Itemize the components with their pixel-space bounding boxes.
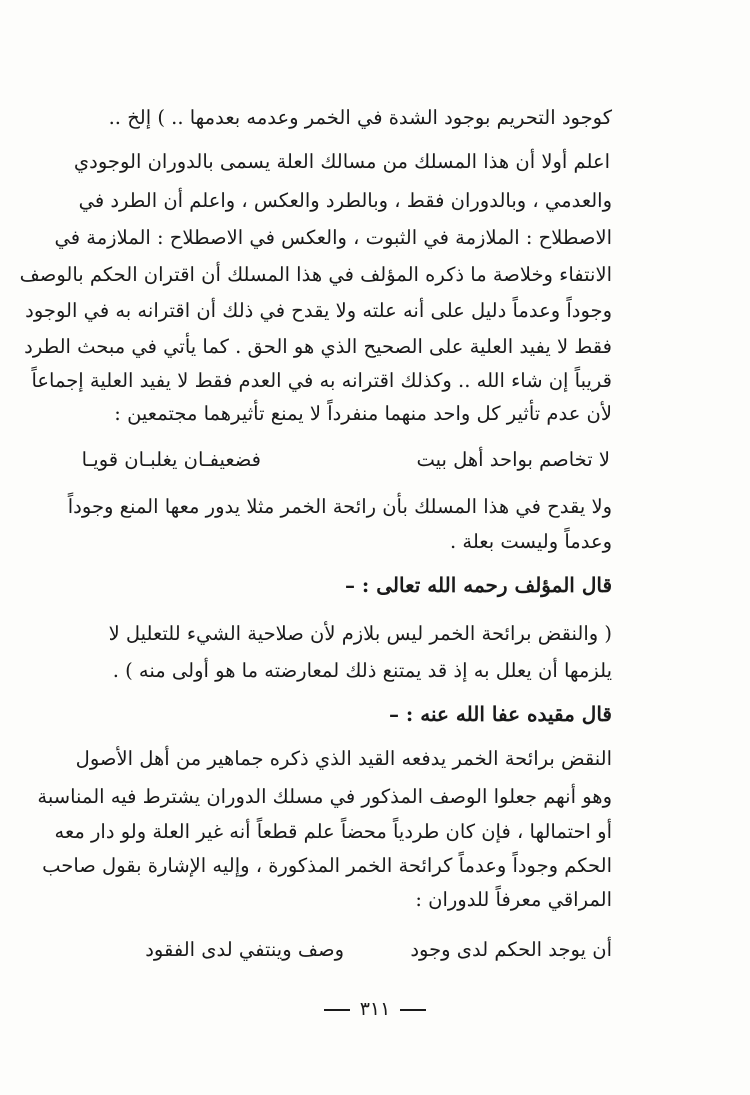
- text-line-3: والعدمي ، وبالدوران فقط ، وبالطرد والعكس ، واعلم أن الطرد في: [78, 189, 612, 212]
- text-line-12: النقض برائحة الخمر يدفعه القيد الذي ذكره جماهير من أهل الأصول: [75, 747, 612, 770]
- quote-line-1: ( والنقض برائحة الخمر ليس بلازم لأن صلاحية الشيء للتعليل لا: [108, 622, 612, 645]
- text-line-4: الاصطلاح : الملازمة في الثبوت ، والعكس في الاصطلاح : الملازمة في: [54, 226, 612, 249]
- text-line-16: المراقي معرفاً للدوران :: [415, 888, 612, 911]
- page-number-footer: [0, 998, 750, 1020]
- text-line-5: الانتفاء وخلاصة ما ذكره المؤلف في هذا المسلك أن اقتران الحكم بالوصف: [19, 263, 612, 286]
- verse-1-first-hemistich: لا تخاصم بواحد أهل بيت: [416, 448, 610, 471]
- footer-dash-left: [324, 1009, 350, 1011]
- text-line-6: وجوداً وعدماً دليل على أنه علته ولا يقدح في ذلك أن اقترانه به في الوجود: [25, 299, 612, 322]
- text-line-9: لأن عدم تأثير كل واحد منهما منفرداً لا يمنع تأثيرهما مجتمعين :: [114, 402, 612, 425]
- page-number: ٣١١: [359, 998, 391, 1020]
- heading-commentator: قال مقيده عفا الله عنه : –: [388, 702, 612, 726]
- text-line-14: أو احتمالها ، فإن كان طردياً محضاً علم قطعاً أنه غير العلة ولو دار معه: [54, 820, 612, 843]
- heading-author: قال المؤلف رحمه الله تعالى : –: [344, 573, 612, 597]
- text-line-8: قريباً إن شاء الله .. وكذلك اقترانه به في العدم فقط لا يفيد العلية إجماعاً: [31, 369, 612, 392]
- quote-line-2: يلزمها أن يعلل به إذ قد يمتنع ذلك لمعارضته ما هو أولى منه ) .: [112, 659, 612, 682]
- text-line-15: الحكم وجوداً وعدماً كرائحة الخمر المذكورة ، وإليه الإشارة بقول صاحب: [42, 854, 612, 877]
- text-line-11: وعدماً وليست بعلة .: [450, 530, 612, 553]
- verse-2-second-hemistich: وصف وينتفي لدى الفقود: [145, 938, 344, 961]
- text-line-13: وهو أنهم جعلوا الوصف المذكور في مسلك الدوران يشترط فيه المناسبة: [37, 785, 612, 808]
- text-line-2: اعلم أولا أن هذا المسلك من مسالك العلة يسمى بالدوران الوجودي: [73, 150, 610, 173]
- footer-dash-right: [400, 1009, 426, 1011]
- verse-1-second-hemistich: فضعيفـان يغلبـان قويـا: [81, 448, 261, 471]
- verse-2-first-hemistich: أن يوجد الحكم لدى وجود: [410, 938, 612, 961]
- text-line-10: ولا يقدح في هذا المسلك بأن رائحة الخمر مثلا يدور معها المنع وجوداً: [67, 495, 612, 518]
- text-line-7: فقط لا يفيد العلية على الصحيح الذي هو الحق . كما يأتي في مبحث الطرد: [24, 335, 612, 358]
- text-line-1: كوجود التحريم بوجود الشدة في الخمر وعدمه بعدمها .. ) إلخ ..: [108, 106, 612, 129]
